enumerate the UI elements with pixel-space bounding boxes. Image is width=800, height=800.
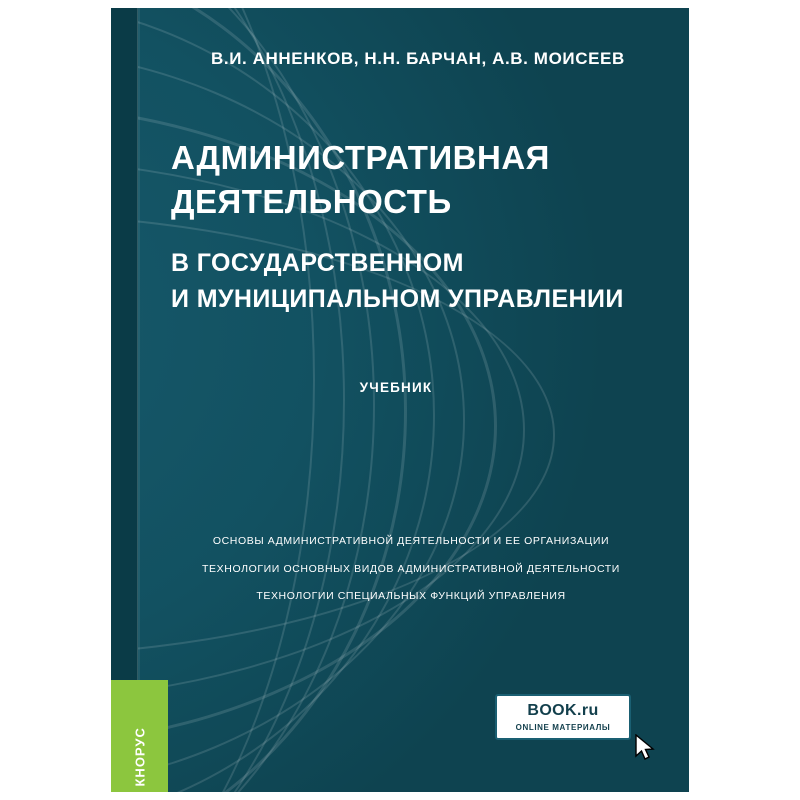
list-item: ОСНОВЫ АДМИНИСТРАТИВНОЙ ДЕЯТЕЛЬНОСТИ И ЕЕ ОРГАНИЗАЦИИ <box>212 535 610 547</box>
subtitle-line-1: В ГОСУДАРСТВЕННОМ <box>171 249 464 277</box>
spine-strip <box>111 8 138 792</box>
page-subtitle <box>171 245 681 318</box>
badge-caption: ONLINE МАТЕРИАЛЫ <box>515 723 611 732</box>
publisher-name: КНОРУС <box>132 727 148 787</box>
edition-kind-label: УЧЕБНИК <box>359 380 433 395</box>
book-cover <box>111 8 689 792</box>
badge-title: BOOK.ru <box>527 702 599 719</box>
topics-list <box>151 536 671 619</box>
authors-line: В.И. АННЕНКОВ, Н.Н. БАРЧАН, А.В. МОИСЕЕВ <box>211 49 625 68</box>
list-item: ТЕХНОЛОГИИ ОСНОВНЫХ ВИДОВ АДМИНИСТРАТИВНОЙ ДЕЯТЕЛЬНОСТИ <box>202 562 620 575</box>
spine-accent-line <box>137 8 140 792</box>
title-line-2: ДЕЯТЕЛЬНОСТЬ <box>171 182 452 220</box>
decorative-arcs <box>111 8 689 792</box>
book-ru-badge[interactable] <box>495 694 631 740</box>
subtitle-line-2: И МУНИЦИПАЛЬНОМ УПРАВЛЕНИИ <box>171 285 624 314</box>
list-item: ТЕХНОЛОГИИ СПЕЦИАЛЬНЫХ ФУНКЦИЙ УПРАВЛЕНИЯ <box>256 590 566 602</box>
page-title <box>171 136 671 223</box>
title-line-1: АДМИНИСТРАТИВНАЯ <box>171 139 550 176</box>
